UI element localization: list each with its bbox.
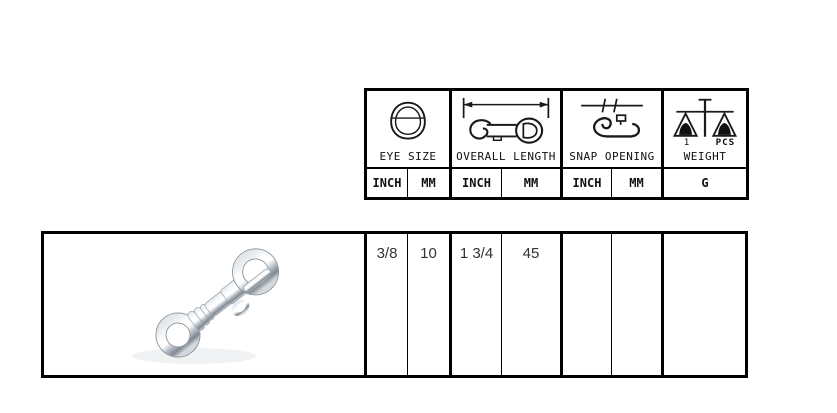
overall-length-header-cell xyxy=(452,91,563,169)
value-eye-size-inch: 3/8 xyxy=(367,234,408,375)
eye-size-inch-header: INCH xyxy=(367,169,408,197)
overall-length-icon xyxy=(452,91,560,150)
value-snap-opening-mm xyxy=(612,234,664,375)
weight-icon-left-pan-text: 1 xyxy=(683,136,690,148)
overall-length-label: OVERALL LENGTH xyxy=(456,150,556,163)
snap-opening-mm-header: MM xyxy=(612,169,664,197)
product-photo-swivel-bolt-snap xyxy=(44,234,364,375)
value-weight-g xyxy=(664,234,745,375)
eye-size-label: EYE SIZE xyxy=(379,150,437,163)
weight-header-cell xyxy=(664,91,746,169)
overall-length-mm-header: MM xyxy=(502,169,563,197)
snap-opening-icon xyxy=(563,91,661,150)
snap-opening-inch-header: INCH xyxy=(563,169,612,197)
weight-g-header: G xyxy=(701,176,709,190)
weight-scale-icon xyxy=(664,91,746,150)
spec-header-table xyxy=(364,88,749,200)
eye-size-icon xyxy=(367,91,449,150)
weight-icon-right-pan-text: PCS xyxy=(715,136,736,148)
weight-label: WEIGHT xyxy=(683,150,727,163)
value-overall-length-inch: 1 3/4 xyxy=(452,234,502,375)
eye-size-mm-header: MM xyxy=(408,169,452,197)
snap-opening-header-cell xyxy=(563,91,664,169)
snap-opening-label: SNAP OPENING xyxy=(569,150,655,163)
value-overall-length-mm: 45 xyxy=(502,234,563,375)
overall-length-inch-header: INCH xyxy=(452,169,502,197)
value-snap-opening-inch xyxy=(563,234,612,375)
eye-size-header-cell xyxy=(367,91,452,169)
product-image-cell xyxy=(44,234,367,375)
value-eye-size-mm: 10 xyxy=(408,234,452,375)
product-row-table xyxy=(41,231,748,378)
